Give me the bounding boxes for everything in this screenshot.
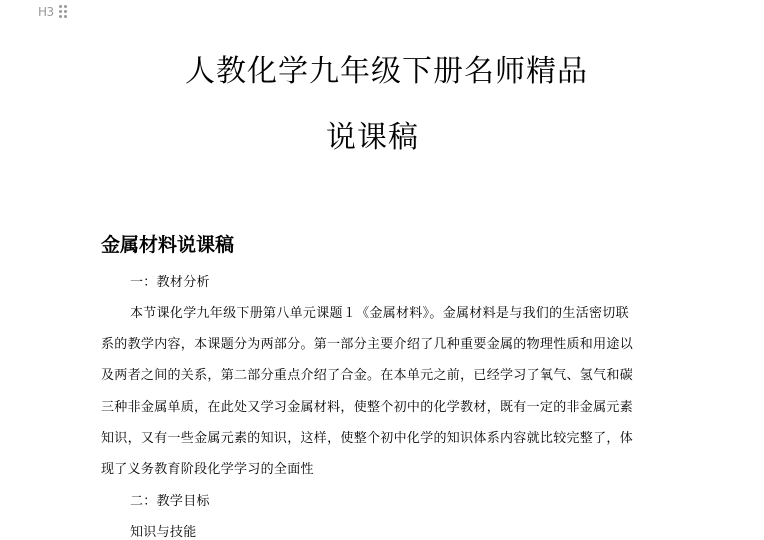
paragraph-line: 知识，又有一些金属元素的知识，这样，使整个初中化学的知识体系内容就比较完整了，体 [101, 431, 634, 446]
paragraph-line: 及两者之间的关系，第二部分重点介绍了合金。在本单元之前，已经学习了氧气、氢气和碳 [101, 368, 634, 383]
paragraph-line: 现了义务教育阶段化学学习的全面性 [101, 462, 314, 477]
heading-level-handle[interactable] [38, 5, 68, 19]
heading-level-tag: H3 [38, 5, 54, 19]
document-title-line-1: 人教化学九年级下册名师精品 [185, 54, 588, 89]
paragraph-line: 三种非金属单质，在此处又学习金属材料，使整个初中的化学教材，既有一定的非金属元素 [101, 400, 634, 415]
drag-handle-icon[interactable] [59, 5, 68, 19]
paragraph-line: 本节课化学九年级下册第八单元课题１《金属材料》。金属材料是与我们的生活密切联 [130, 306, 629, 321]
section-heading: 金属材料说课稿 [101, 234, 235, 256]
subheading-knowledge-skills: 知识与技能 [130, 525, 197, 540]
document-title-line-2: 说课稿 [326, 120, 419, 155]
paragraph-line: 系的教学内容，本课题分为两部分。第一部分主要介绍了几种重要金属的物理性质和用途以 [101, 337, 634, 352]
subheading-teaching-goals: 二：教学目标 [130, 494, 210, 509]
subheading-textbook-analysis: 一：教材分析 [130, 275, 210, 290]
